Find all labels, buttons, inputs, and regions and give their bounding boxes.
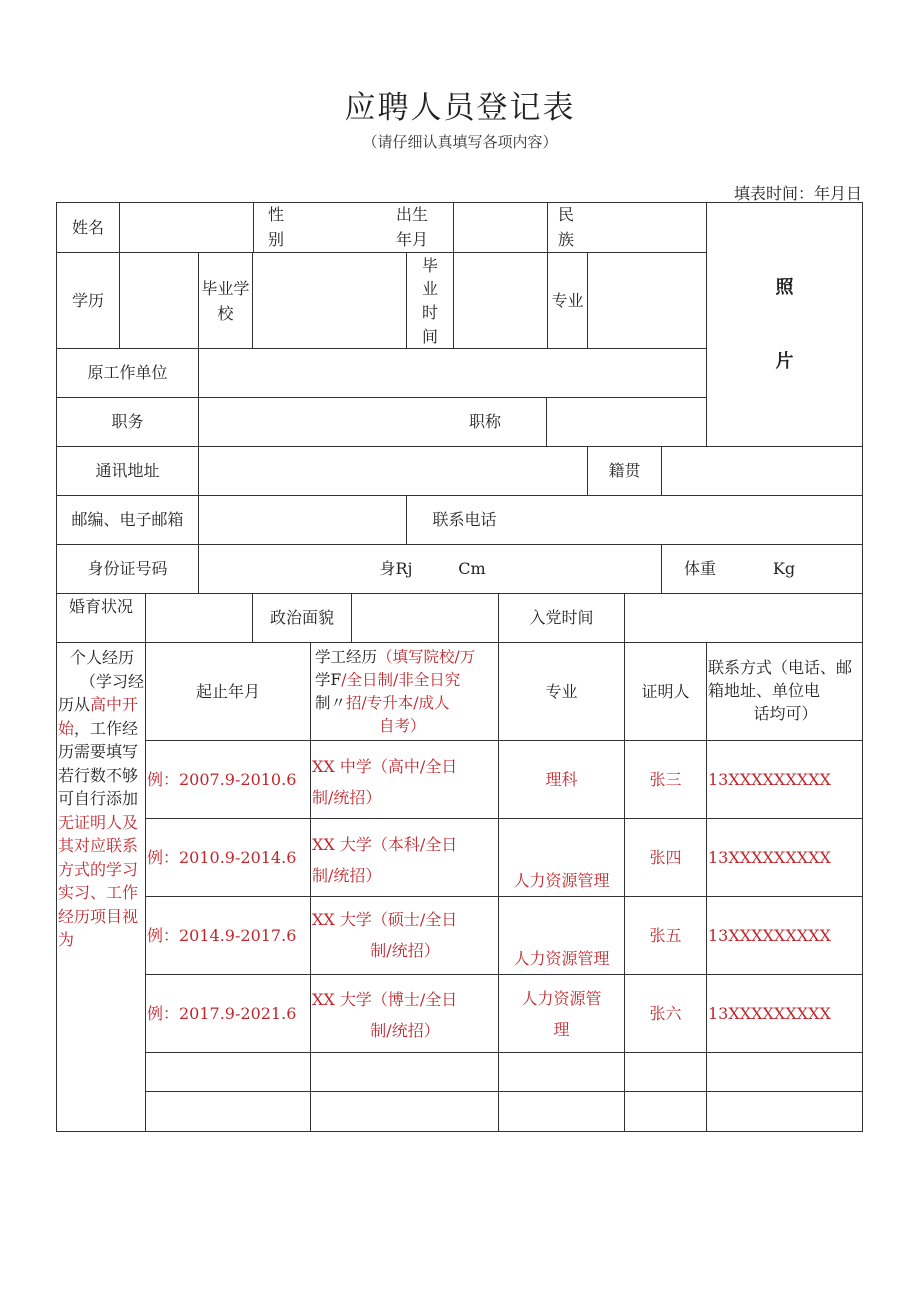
row-history: XX 大学（博士/全日 制/统招） bbox=[312, 990, 458, 1040]
grad-school-label-1: 毕业学 bbox=[201, 279, 250, 298]
ethnic-label-1: 民 bbox=[557, 205, 574, 224]
postcode-email-field[interactable] bbox=[199, 496, 406, 544]
marital-field[interactable] bbox=[146, 594, 252, 642]
row-major: 人力资源管 理 bbox=[521, 989, 602, 1039]
party-time-field[interactable] bbox=[625, 594, 862, 642]
grad-time-label-3: 时 bbox=[421, 302, 438, 322]
native-place-field[interactable] bbox=[662, 447, 862, 495]
side-note-line: 为 bbox=[58, 930, 75, 949]
grad-time-label-2: 业 bbox=[421, 278, 438, 298]
former-employer-label: 原工作单位 bbox=[87, 363, 168, 382]
position-label: 职务 bbox=[111, 412, 144, 431]
side-note-line: 实习、工作 bbox=[58, 883, 139, 902]
row-history: XX 大学（本科/全日 制/统招） bbox=[312, 835, 458, 885]
side-note-line: 个人经历 bbox=[69, 648, 134, 667]
witness-header: 证明人 bbox=[641, 681, 690, 701]
photo-label-2: 片 bbox=[775, 351, 794, 372]
side-note-line: 可自行添加 bbox=[58, 789, 139, 808]
side-note-line: 方式的学习 bbox=[58, 859, 139, 879]
side-note-line: 其对应联系 bbox=[58, 836, 139, 855]
former-employer-field[interactable] bbox=[199, 349, 706, 397]
row-period: 例：2007.9-2010.6 bbox=[147, 769, 297, 789]
grad-time-field[interactable] bbox=[454, 253, 547, 348]
major-field[interactable] bbox=[588, 253, 706, 348]
side-note-line: 若行数不够 bbox=[58, 765, 139, 785]
native-place-label: 籍贯 bbox=[608, 461, 641, 480]
ethnic-field[interactable] bbox=[588, 203, 706, 252]
row-witness: 张六 bbox=[649, 1003, 682, 1023]
marital-label: 婚育状况 bbox=[68, 597, 133, 616]
empty-row[interactable] bbox=[146, 1092, 862, 1131]
side-note-line: 历需要填写 bbox=[58, 742, 139, 761]
gender-label-2: 别 bbox=[267, 230, 284, 249]
phone-label: 联系电话 bbox=[432, 510, 497, 529]
major-label: 专业 bbox=[551, 290, 584, 310]
row-history: XX 大学（硕士/全日 制/统招） bbox=[312, 910, 458, 960]
address-field[interactable] bbox=[199, 447, 587, 495]
row-history: XX 中学（高中/全日 制/统招） bbox=[312, 757, 458, 807]
political-field[interactable] bbox=[352, 594, 498, 642]
height-label: 身Rj bbox=[379, 559, 413, 578]
major-header: 专业 bbox=[545, 681, 578, 701]
political-label: 政治面貌 bbox=[269, 608, 334, 627]
photo-label-1: 照 bbox=[775, 277, 794, 298]
id-number-label: 身份证号码 bbox=[87, 559, 168, 578]
fill-time-label: 填表时间：年月日 bbox=[733, 184, 862, 203]
row-witness: 张五 bbox=[649, 925, 682, 945]
side-note-line: （学习经 bbox=[79, 671, 144, 691]
contact-header: 联系方式（电话、邮 箱地址、单位电 话均可） bbox=[708, 658, 853, 723]
row-contact: 13XXXXXXXXX bbox=[708, 847, 831, 867]
party-time-label: 入党时间 bbox=[529, 608, 594, 627]
empty-row[interactable] bbox=[146, 1053, 862, 1091]
grad-school-field[interactable] bbox=[253, 253, 406, 348]
title-rank-label: 职称 bbox=[468, 412, 501, 431]
weight-unit: Kg bbox=[772, 559, 796, 578]
side-note-line: 无证明人及 bbox=[58, 812, 139, 832]
birth-label-2: 年月 bbox=[395, 230, 428, 249]
row-period: 例：2014.9-2017.6 bbox=[147, 925, 297, 945]
name-field[interactable] bbox=[120, 203, 253, 252]
education-label: 学历 bbox=[71, 290, 104, 310]
side-note-line: 经历项目视 bbox=[58, 906, 139, 926]
row-contact: 13XXXXXXXXX bbox=[708, 769, 831, 789]
row-witness: 张四 bbox=[649, 847, 682, 867]
postcode-email-label: 邮编、电子邮箱 bbox=[71, 510, 184, 529]
grad-school-label-2: 校 bbox=[217, 304, 234, 323]
grad-time-label-4: 间 bbox=[421, 326, 438, 346]
ethnic-label-2: 族 bbox=[557, 230, 574, 249]
row-major: 人力资源管理 bbox=[513, 949, 610, 968]
row-contact: 13XXXXXXXXX bbox=[708, 1003, 831, 1023]
experience-side-note bbox=[58, 646, 146, 952]
name-label: 姓名 bbox=[71, 217, 104, 237]
education-field[interactable] bbox=[120, 253, 198, 348]
row-contact: 13XXXXXXXXX bbox=[708, 925, 831, 945]
side-note-line: 历从高中开 bbox=[58, 695, 139, 714]
birth-field[interactable] bbox=[454, 203, 547, 252]
gender-label-1: 性 bbox=[267, 205, 284, 224]
height-unit: Cm bbox=[458, 559, 486, 578]
row-major: 人力资源管理 bbox=[513, 871, 610, 890]
address-label: 通讯地址 bbox=[95, 461, 160, 480]
period-header: 起止年月 bbox=[195, 681, 260, 701]
row-period: 例：2010.9-2014.6 bbox=[147, 847, 297, 867]
row-period: 例：2017.9-2021.6 bbox=[147, 1003, 297, 1023]
title-rank-field[interactable] bbox=[547, 398, 706, 446]
page-title: 应聘人员登记表 bbox=[344, 90, 576, 126]
gender-field[interactable] bbox=[287, 203, 391, 252]
page-subtitle: （请仔细认真填写各项内容） bbox=[362, 133, 558, 151]
grad-time-label-1: 毕 bbox=[421, 255, 438, 275]
history-header: 学工经历（填写院校/万 学F/全日制/非全日究 制〃招/专升本/成人 自考） bbox=[315, 648, 476, 735]
side-note-line: 始，工作经 bbox=[58, 718, 139, 738]
birth-label-1: 出生 bbox=[395, 205, 428, 224]
row-witness: 张三 bbox=[649, 769, 682, 789]
row-major: 理科 bbox=[545, 769, 578, 789]
weight-label: 体重 bbox=[683, 559, 716, 578]
